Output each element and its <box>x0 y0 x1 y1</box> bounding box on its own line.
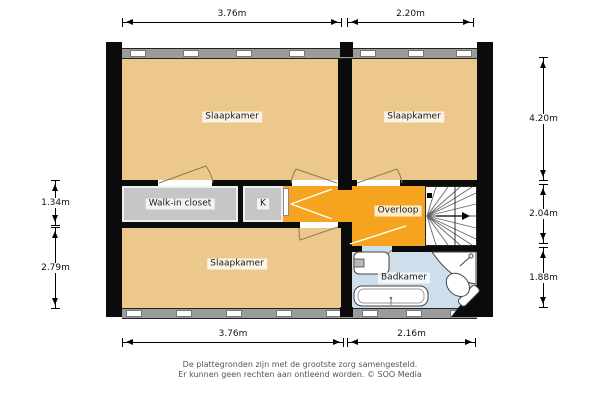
dimension-bottom-right-value: 2.16m <box>394 329 429 339</box>
disclaimer-line2: Er kunnen geen rechten aan ontleend worden. © SOO Media <box>178 370 422 379</box>
dimension-top-right <box>348 9 473 23</box>
dimension-top-left-value: 3.76m <box>215 9 250 19</box>
dimension-right-middle-value: 2.04m <box>529 209 558 219</box>
dimension-left-upper-value: 1.34m <box>41 198 70 208</box>
label-closet-k: K <box>257 199 269 210</box>
label-bedroom-top-right: Slaapkamer <box>384 112 444 123</box>
dimension-right-upper <box>529 58 558 180</box>
door-leaf-landing <box>291 189 406 244</box>
staircase-direction-arrow <box>436 212 470 220</box>
disclaimer-line1: De plattegronden zijn met de grootste zorg samengesteld. <box>182 360 418 369</box>
dimension-bottom-right <box>348 329 475 343</box>
dimension-bottom-left-value: 3.76m <box>216 329 251 339</box>
bathtub-icon <box>354 286 428 306</box>
door-arc-bedroom-bottom <box>299 227 338 240</box>
staircase-start-marker <box>427 193 432 198</box>
dimension-right-middle <box>529 185 558 243</box>
label-bedroom-bottom: Slaapkamer <box>207 259 267 270</box>
label-bedroom-top-left: Slaapkamer <box>202 112 262 123</box>
door-arc-bedroom-top-right <box>357 169 402 183</box>
door-arc-walkin-closet <box>159 166 213 183</box>
disclaimer <box>0 360 600 380</box>
label-walk-in-closet: Walk-in closet <box>146 199 215 210</box>
dimension-right-upper-value: 4.20m <box>529 114 558 124</box>
door-arc-bedroom-top-left <box>291 169 337 183</box>
dimension-bottom-left <box>123 329 343 343</box>
dimension-right-lower <box>529 248 558 307</box>
dimension-left-lower-value: 2.79m <box>41 263 70 273</box>
sink-icon <box>354 252 389 274</box>
dimension-left-lower <box>41 228 70 308</box>
dimension-left-upper <box>41 181 70 225</box>
label-bathroom: Badkamer <box>378 273 430 284</box>
dimension-top-right-value: 2.20m <box>393 9 428 19</box>
dimension-top-left <box>123 9 341 23</box>
dimension-right-lower-value: 1.88m <box>529 272 558 283</box>
label-landing: Overloop <box>375 206 422 217</box>
